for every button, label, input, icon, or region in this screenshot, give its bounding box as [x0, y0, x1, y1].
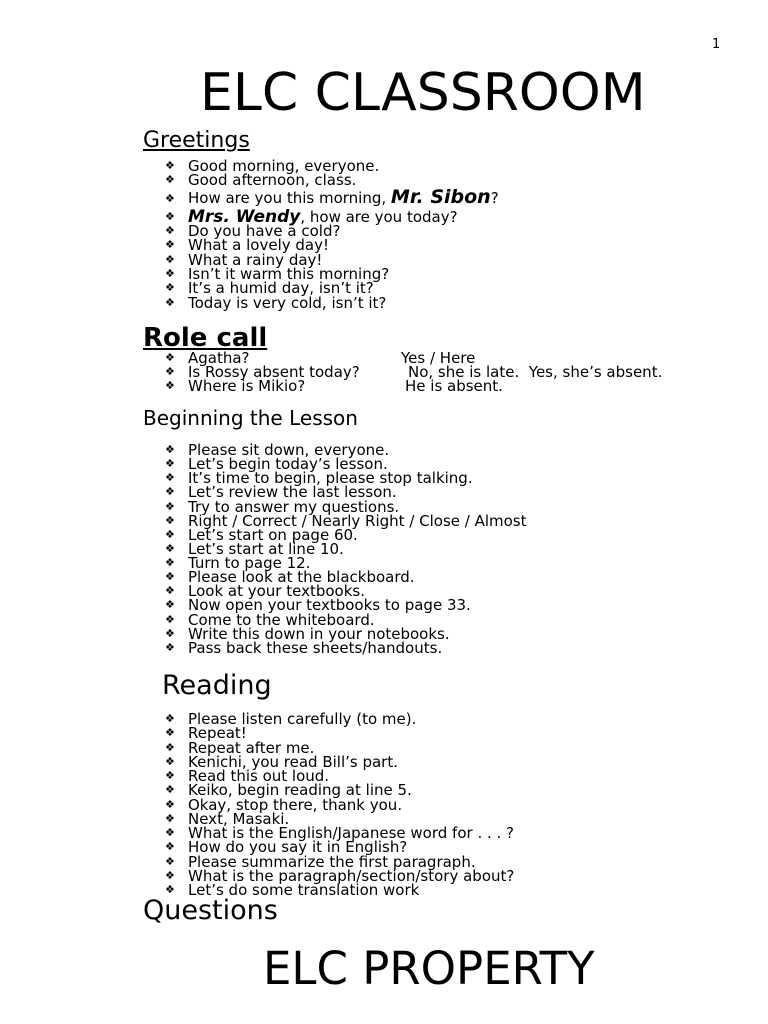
- item-text-after: ?: [490, 188, 499, 207]
- bullet-icon: [165, 485, 175, 499]
- beginning-list: [0, 443, 768, 655]
- bullet-icon: [165, 826, 175, 840]
- list-item: [0, 883, 768, 897]
- bullet-icon: [165, 188, 175, 209]
- item-text: Right / Correct / Nearly Right / Close / Almost: [188, 511, 527, 530]
- role-answer: Yes / Here: [401, 349, 476, 367]
- role-question: Agatha?: [188, 349, 250, 367]
- list-item: [0, 795, 768, 814]
- item-text: What is the paragraph/section/story about?: [188, 866, 515, 885]
- list-item: [0, 363, 768, 382]
- item-text: Isn’t it warm this morning?: [188, 264, 390, 283]
- list-item: [0, 752, 768, 771]
- item-text: Turn to page 12.: [188, 554, 311, 572]
- item-text: How do you say it in English?: [188, 838, 408, 857]
- bullet-icon: [165, 542, 175, 556]
- bullet-icon: [165, 741, 175, 755]
- item-text: Good morning, everyone.: [188, 157, 380, 175]
- item-text-after: , how are you today?: [300, 207, 458, 226]
- item-text: Read this out loud.: [188, 767, 330, 785]
- item-text: What a lovely day!: [188, 236, 330, 255]
- item-text: Repeat!: [188, 724, 247, 743]
- bullet-icon: [165, 613, 175, 627]
- bullet-icon: [165, 238, 175, 252]
- item-text: Please look at the blackboard.: [188, 568, 415, 587]
- item-text: It’s time to begin, please stop talking.: [188, 469, 473, 488]
- item-text: Next, Masaki.: [188, 809, 290, 828]
- greetings-list: [0, 159, 768, 310]
- list-item: [0, 638, 768, 657]
- list-item: [0, 159, 768, 173]
- item-text: It’s a humid day, isn’t it?: [188, 279, 374, 298]
- bullet-icon: [165, 500, 175, 514]
- bullet-icon: [165, 840, 175, 854]
- list-item: [0, 264, 768, 283]
- item-text: Come to the whiteboard.: [188, 610, 375, 629]
- beginning-heading: Beginning the Lesson: [143, 406, 358, 430]
- item-text: Now open your textbooks to page 33.: [188, 596, 471, 615]
- bullet-icon: [165, 627, 175, 641]
- item-text: Write this down in your notebooks.: [188, 624, 450, 643]
- item-text: Let’s start on page 60.: [188, 525, 358, 544]
- list-item: [0, 206, 768, 227]
- item-text: Please sit down, everyone.: [188, 441, 390, 459]
- list-item: [0, 596, 768, 615]
- item-text: Kenichi, you read Bill’s part.: [188, 752, 398, 771]
- bullet-icon: [165, 598, 175, 612]
- list-item: [0, 185, 768, 209]
- item-text: Try to answer my questions.: [188, 497, 400, 516]
- bullet-icon: [165, 351, 175, 365]
- reading-list: [0, 712, 768, 897]
- item-text: [188, 185, 499, 209]
- bullet-icon: [165, 755, 175, 769]
- bullet-icon: [165, 514, 175, 528]
- role-call-list: [0, 351, 768, 394]
- bullet-icon: [165, 869, 175, 883]
- bullet-icon: [165, 267, 175, 281]
- teacher-name: Mr. Sibon: [390, 185, 491, 208]
- list-item: [0, 568, 768, 587]
- item-text: Let’s review the last lesson.: [188, 483, 397, 502]
- item-text: Keiko, begin reading at line 5.: [188, 781, 412, 800]
- bullet-icon: [165, 855, 175, 869]
- bullet-icon: [165, 812, 175, 826]
- greetings-heading: Greetings: [143, 128, 250, 153]
- teacher-name: Mrs. Wendy: [188, 206, 301, 227]
- item-text: What a rainy day!: [188, 250, 323, 269]
- bullet-icon: [165, 712, 175, 726]
- bullet-icon: [165, 379, 175, 393]
- item-text: Look at your textbooks.: [188, 582, 365, 601]
- item-text: Let’s do some translation work: [188, 881, 420, 899]
- bullet-icon: [165, 584, 175, 598]
- bullet-icon: [165, 296, 175, 310]
- list-item: [0, 236, 768, 255]
- list-item: [0, 293, 768, 312]
- role-question: Where is Mikio?: [188, 377, 306, 396]
- bullet-icon: [165, 471, 175, 485]
- item-text: Pass back these sheets/handouts.: [188, 638, 443, 657]
- bullet-icon: [165, 159, 175, 173]
- bullet-icon: [165, 798, 175, 812]
- bullet-icon: [165, 209, 175, 224]
- bullet-icon: [165, 769, 175, 783]
- bullet-icon: [165, 570, 175, 584]
- item-text: Please summarize the first paragraph.: [188, 852, 476, 871]
- item-text: Repeat after me.: [188, 738, 315, 757]
- role-call-heading: Role call: [143, 323, 268, 353]
- item-text: Good afternoon, class.: [188, 171, 357, 190]
- list-item: [0, 525, 768, 544]
- role-answer: No, she is late. Yes, she’s absent.: [408, 363, 663, 382]
- bullet-icon: [165, 783, 175, 797]
- bullet-icon: [165, 173, 175, 187]
- bullet-icon: [165, 726, 175, 740]
- item-text: Please listen carefully (to me).: [188, 710, 417, 728]
- item-text: Today is very cold, isn’t it?: [188, 293, 387, 312]
- role-answer: He is absent.: [405, 377, 503, 396]
- questions-heading: Questions: [143, 895, 278, 926]
- page-title: ELC CLASSROOM: [200, 63, 646, 123]
- item-text: Do you have a cold?: [188, 221, 341, 240]
- bullet-icon: [165, 443, 175, 457]
- bullet-icon: [165, 556, 175, 570]
- item-text: What is the English/Japanese word for . . . ?: [188, 824, 515, 842]
- footer-title: ELC PROPERTY: [263, 942, 595, 995]
- item-text-before: How are you this morning,: [188, 188, 391, 207]
- bullet-icon: [165, 253, 175, 267]
- item-text: Let’s begin today’s lesson.: [188, 455, 388, 474]
- bullet-icon: [165, 224, 175, 238]
- list-item: [0, 724, 768, 743]
- bullet-icon: [165, 457, 175, 471]
- bullet-icon: [165, 365, 175, 379]
- page-number: 1: [712, 37, 721, 52]
- list-item: [0, 377, 768, 396]
- reading-heading: Reading: [162, 670, 272, 701]
- item-text: Okay, stop there, thank you.: [188, 795, 403, 814]
- item-text: Let’s start at line 10.: [188, 539, 344, 558]
- list-item: [0, 221, 768, 240]
- bullet-icon: [165, 528, 175, 542]
- list-item: [0, 712, 768, 726]
- list-item: [0, 171, 768, 190]
- list-item: [0, 511, 768, 530]
- list-item: [0, 539, 768, 558]
- bullet-icon: [165, 641, 175, 655]
- bullet-icon: [165, 281, 175, 295]
- role-question: Is Rossy absent today?: [188, 363, 360, 382]
